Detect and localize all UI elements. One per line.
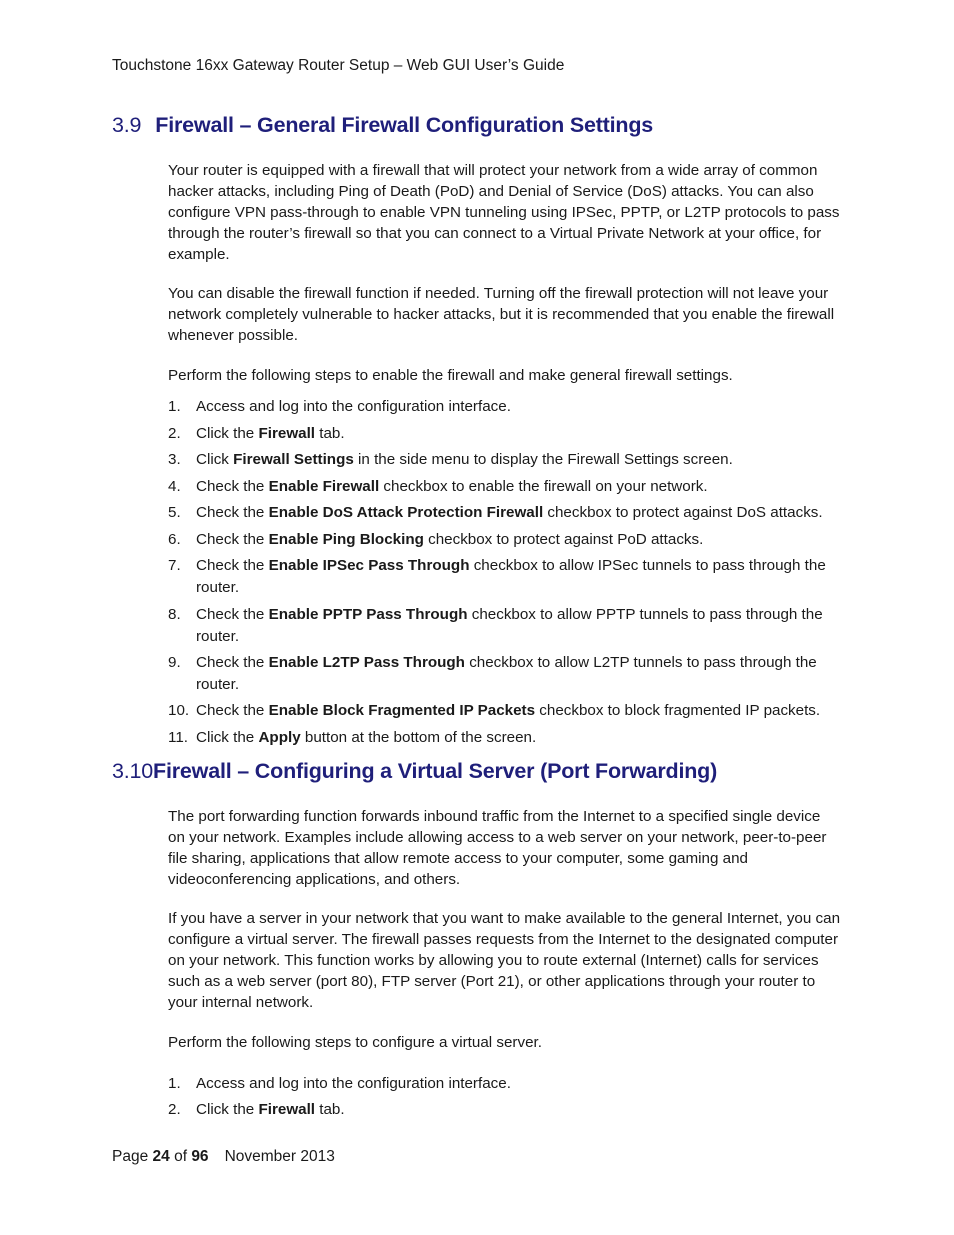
paragraph: Perform the following steps to configure a virtual server. bbox=[168, 1034, 542, 1051]
section-title: Firewall – General Firewall Configuration Settings bbox=[155, 113, 654, 137]
list-item: 9. Check the Enable L2TP Pass Through checkbox to allow L2TP tunnels to pass through the router. bbox=[168, 654, 817, 693]
paragraph: You can disable the firewall function if needed. Turning off the firewall protection will not leave your network completely vulnerable to hacker attacks, but it is recommended that you enable the firewall whenever possible. bbox=[168, 285, 835, 344]
of-label: of bbox=[169, 1148, 192, 1165]
list-item: 1. Access and log into the configuration interface. bbox=[168, 1075, 511, 1092]
footer-date: November 2013 bbox=[224, 1148, 335, 1165]
paragraph: Your router is equipped with a firewall that will protect your network from a wide array of common hacker attacks, including Ping of Death (PoD) and Denial of Service (DoS) attacks. You can also configure VPN pass-through to enable VPN tunneling using IPSec, PPTP, or L2TP protocols to pass through the router’s firewall so that you can connect to a Virtual Private Network at your office, for example. bbox=[168, 162, 840, 263]
list-item: 10. Check the Enable Block Fragmented IP Packets checkbox to block fragmented IP packets. bbox=[168, 702, 821, 719]
list-item: 6. Check the Enable Ping Blocking checkbox to protect against PoD attacks. bbox=[168, 531, 704, 548]
section-heading-firewall-general bbox=[112, 113, 653, 138]
paragraph: Perform the following steps to enable the firewall and make general firewall settings. bbox=[168, 367, 733, 384]
section-number: 3.9 bbox=[112, 113, 142, 137]
section-title: Firewall – Configuring a Virtual Server (Port Forwarding) bbox=[153, 759, 718, 783]
section-heading-virtual-server bbox=[112, 759, 717, 784]
list-item: 8. Check the Enable PPTP Pass Through checkbox to allow PPTP tunnels to pass through the router. bbox=[168, 606, 823, 645]
list-item: 7. Check the Enable IPSec Pass Through checkbox to allow IPSec tunnels to pass through the router. bbox=[168, 557, 826, 596]
paragraph: The port forwarding function forwards inbound traffic from the Internet to a specified single device on your network. Examples include allowing access to a web server on your network, peer-to-peer file sharing, applications that allow remote access to your computer, some gaming and videoconferencing applications, and others. bbox=[168, 808, 827, 888]
list-item: 3. Click Firewall Settings in the side menu to display the Firewall Settings screen. bbox=[168, 451, 733, 468]
page-number: 24 bbox=[152, 1148, 170, 1165]
section-number: 3.10 bbox=[112, 759, 154, 783]
page-footer bbox=[112, 1148, 335, 1166]
list-item: 11. Click the Apply button at the bottom of the screen. bbox=[168, 729, 537, 746]
page-total: 96 bbox=[191, 1148, 209, 1165]
list-item: 5. Check the Enable DoS Attack Protection Firewall checkbox to protect against DoS attacks. bbox=[168, 504, 823, 521]
list-item: 2. Click the Firewall tab. bbox=[168, 425, 345, 442]
list-item: 1. Access and log into the configuration interface. bbox=[168, 398, 511, 415]
list-item: 4. Check the Enable Firewall checkbox to enable the firewall on your network. bbox=[168, 478, 708, 495]
page-label: Page bbox=[112, 1148, 153, 1165]
paragraph: If you have a server in your network that you want to make available to the general Internet, you can configure a virtual server. The firewall passes requests from the Internet to the designated computer on your network. This function works by allowing you to route external (Internet) calls for services such as a web server (port 80), FTP server (Port 21), or other applications through your router to your internal network. bbox=[168, 910, 841, 1011]
running-header: Touchstone 16xx Gateway Router Setup – Web GUI User’s Guide bbox=[112, 57, 565, 74]
list-item: 2. Click the Firewall tab. bbox=[168, 1101, 345, 1118]
